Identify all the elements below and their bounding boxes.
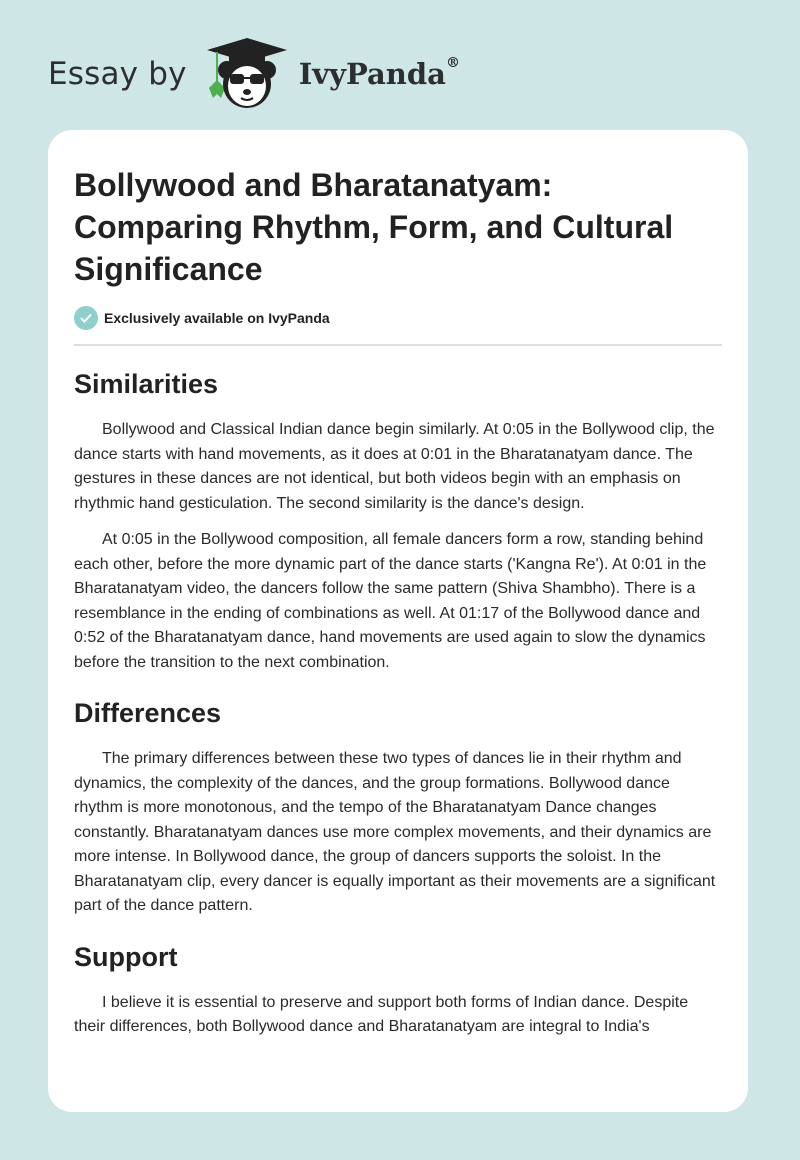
paragraph: Bollywood and Classical Indian dance begin similarly. At 0:05 in the Bollywood clip, the dance starts with hand movements, as it does at 0:01 in the Bharatanatyam dance. The gestures in these dances are not identical, but both videos begin with an emphasis on rhythmic hand gesticulation. The second similarity is the dance's design. [74, 421, 715, 512]
brand-name: IvyPanda® [298, 55, 460, 91]
panda-graduation-cap-icon [201, 36, 293, 112]
site-header [48, 34, 460, 114]
section-similarities [74, 368, 722, 675]
paragraph: At 0:05 in the Bollywood composition, all female dancers form a row, standing behind each other, before the more dynamic part of the dance starts ('Kangna Re'). At 0:01 in the Bharatanatyam video, the dancers follow the same pattern (Shiva Shambho). There is a resemblance in the ending of combinations as well. At 01:17 of the Bollywood dance and 0:52 of the Bharatanatyam dance, hand movements are used again to slow the dynamics before the transition to the next combination. [74, 531, 707, 671]
essay-by-label: Essay by [48, 56, 187, 92]
exclusive-label: Exclusively available on IvyPanda [104, 310, 330, 326]
essay-card [48, 130, 748, 1112]
paragraph: I believe it is essential to preserve and support both forms of Indian dance. Despite their differences, both Bollywood dance and Bharatanatyam are integral to India's [74, 993, 689, 1035]
section-heading: Similarities [74, 369, 219, 399]
section-differences [74, 697, 722, 919]
section-heading: Differences [74, 698, 222, 728]
check-circle-icon [74, 306, 98, 330]
section-support [74, 941, 722, 1040]
section-heading: Support [74, 941, 178, 972]
page-title: Bollywood and Bharatanatyam: Comparing Rhythm, Form, and Cultural Significance [74, 167, 674, 287]
exclusive-badge [74, 306, 722, 346]
paragraph: The primary differences between these two types of dances lie in their rhythm and dynamics, the complexity of the dances, and the group formations. Bollywood dance rhythm is more monotonous, and the tempo of the Bharatanatyam Dance changes constantly. Bharatanatyam dances use more complex movements, and their dynamics are more intense. In Bollywood dance, the group of dancers supports the soloist. In the Bharatanatyam clip, every dancer is equally important as their movements are a significant part of the dance pattern. [74, 750, 716, 914]
